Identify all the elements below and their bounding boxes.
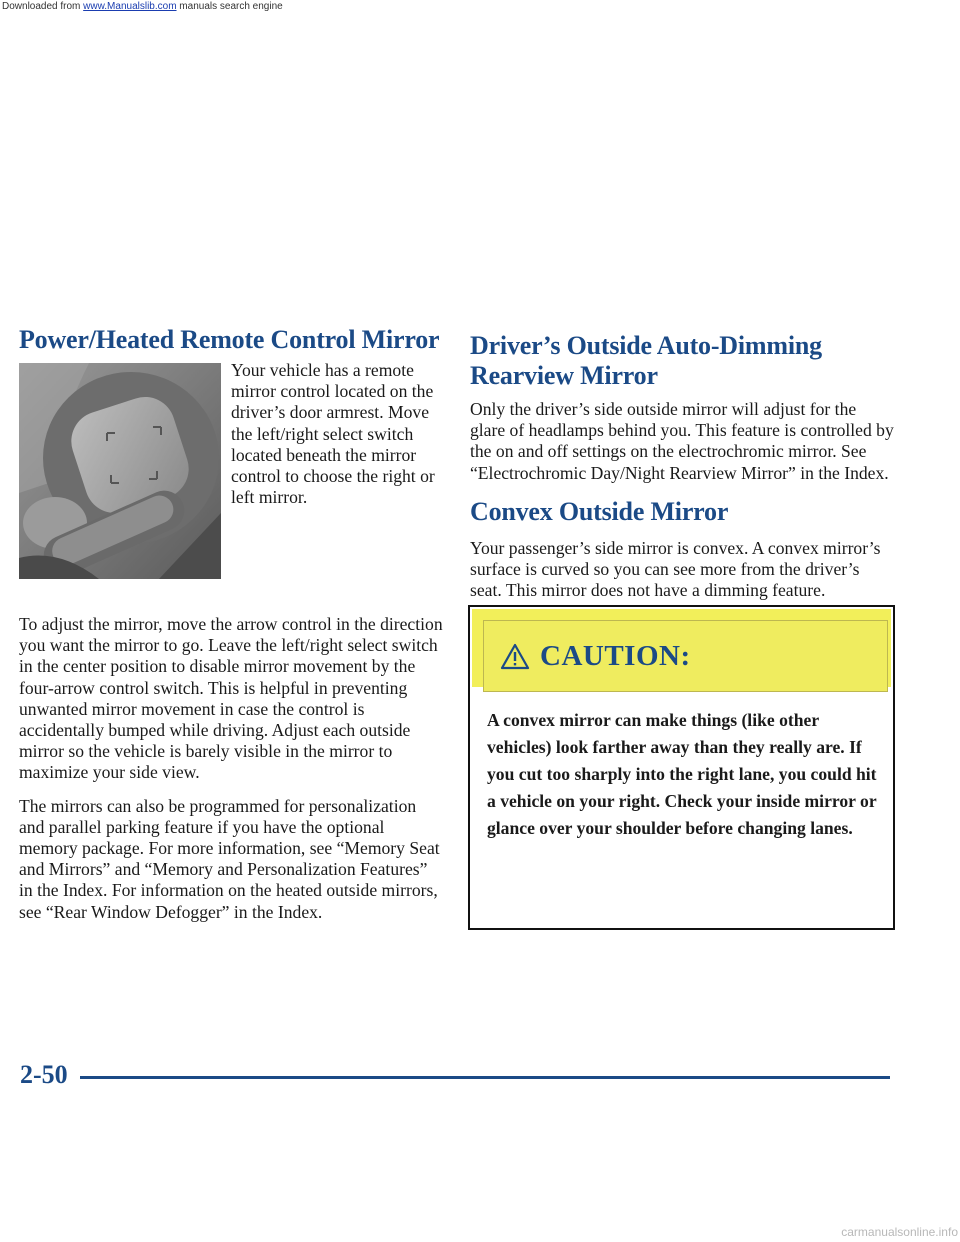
- caution-text: A convex mirror can make things (like other vehicles) look farther away than they really are. If you cut too sharply into the right lane, you could hit a vehicle on your right. Check your inside mirror or glance over your shoulder before changing lanes.: [487, 710, 877, 838]
- mirror-control-photo: [19, 363, 221, 579]
- right-column: [470, 331, 895, 601]
- caution-title: CAUTION:: [540, 639, 691, 672]
- auto-dimming-paragraph: Only the driver’s side outside mirror will adjust for the glare of headlamps behind you. This feature is controlled by the on and off settings on the electrochromic mirror. See “Electrochromic Day/Night Rearview Mirror” in the Index.: [470, 399, 894, 483]
- heading-convex-mirror: Convex Outside Mirror: [470, 496, 729, 526]
- adjust-mirror-paragraph: To adjust the mirror, move the arrow control in the direction you want the mirror to go. Leave the left/right select switch in the center position to disable mirror movement by the four-arrow control switch. This is helpful in preventing unwanted mirror movement in case the control is accidentally bumped while driving. Adjust each outside mirror so the vehicle is barely visible in the mirror to maximize your side view.: [19, 614, 443, 783]
- page-number: 2-50: [20, 1060, 68, 1089]
- left-column: [19, 325, 445, 923]
- banner-prefix: Downloaded from: [2, 1, 84, 12]
- mirror-control-illustration: [19, 363, 221, 579]
- figure-caption-text: Your vehicle has a remote mirror control located on the driver’s door armrest. Move the left/right select switch located beneath the mirror control to choose the right or left mirror.: [231, 360, 435, 508]
- memory-package-paragraph: The mirrors can also be programmed for personalization and parallel parking feature if you have the optional memory package. For more information, see “Memory Seat and Mirrors” and “Memory and Personalization Features” in the Index. For information on the heated outside mirrors, see “Rear Window Defogger” in the Index.: [19, 795, 440, 922]
- caution-header-panel: [483, 620, 888, 692]
- footer-watermark: carmanualsonline.info: [841, 1225, 958, 1239]
- footer-rule: [80, 1076, 890, 1079]
- banner-suffix: manuals search engine: [176, 1, 283, 12]
- convex-mirror-paragraph: Your passenger’s side mirror is convex. A convex mirror’s surface is curved so you can see more from the driver’s seat. This mirror does not have a dimming feature.: [470, 537, 881, 601]
- caution-box: [468, 605, 895, 930]
- caution-header: [472, 609, 891, 687]
- download-banner: [0, 0, 960, 14]
- heading-power-heated-mirror: Power/Heated Remote Control Mirror: [19, 325, 440, 354]
- warning-triangle-icon: [500, 643, 530, 670]
- figure-row: [19, 360, 445, 579]
- manualslib-link[interactable]: www.Manualslib.com: [83, 1, 177, 12]
- heading-auto-dimming-mirror: Driver’s Outside Auto-Dimming Rearview Mirror: [470, 331, 822, 390]
